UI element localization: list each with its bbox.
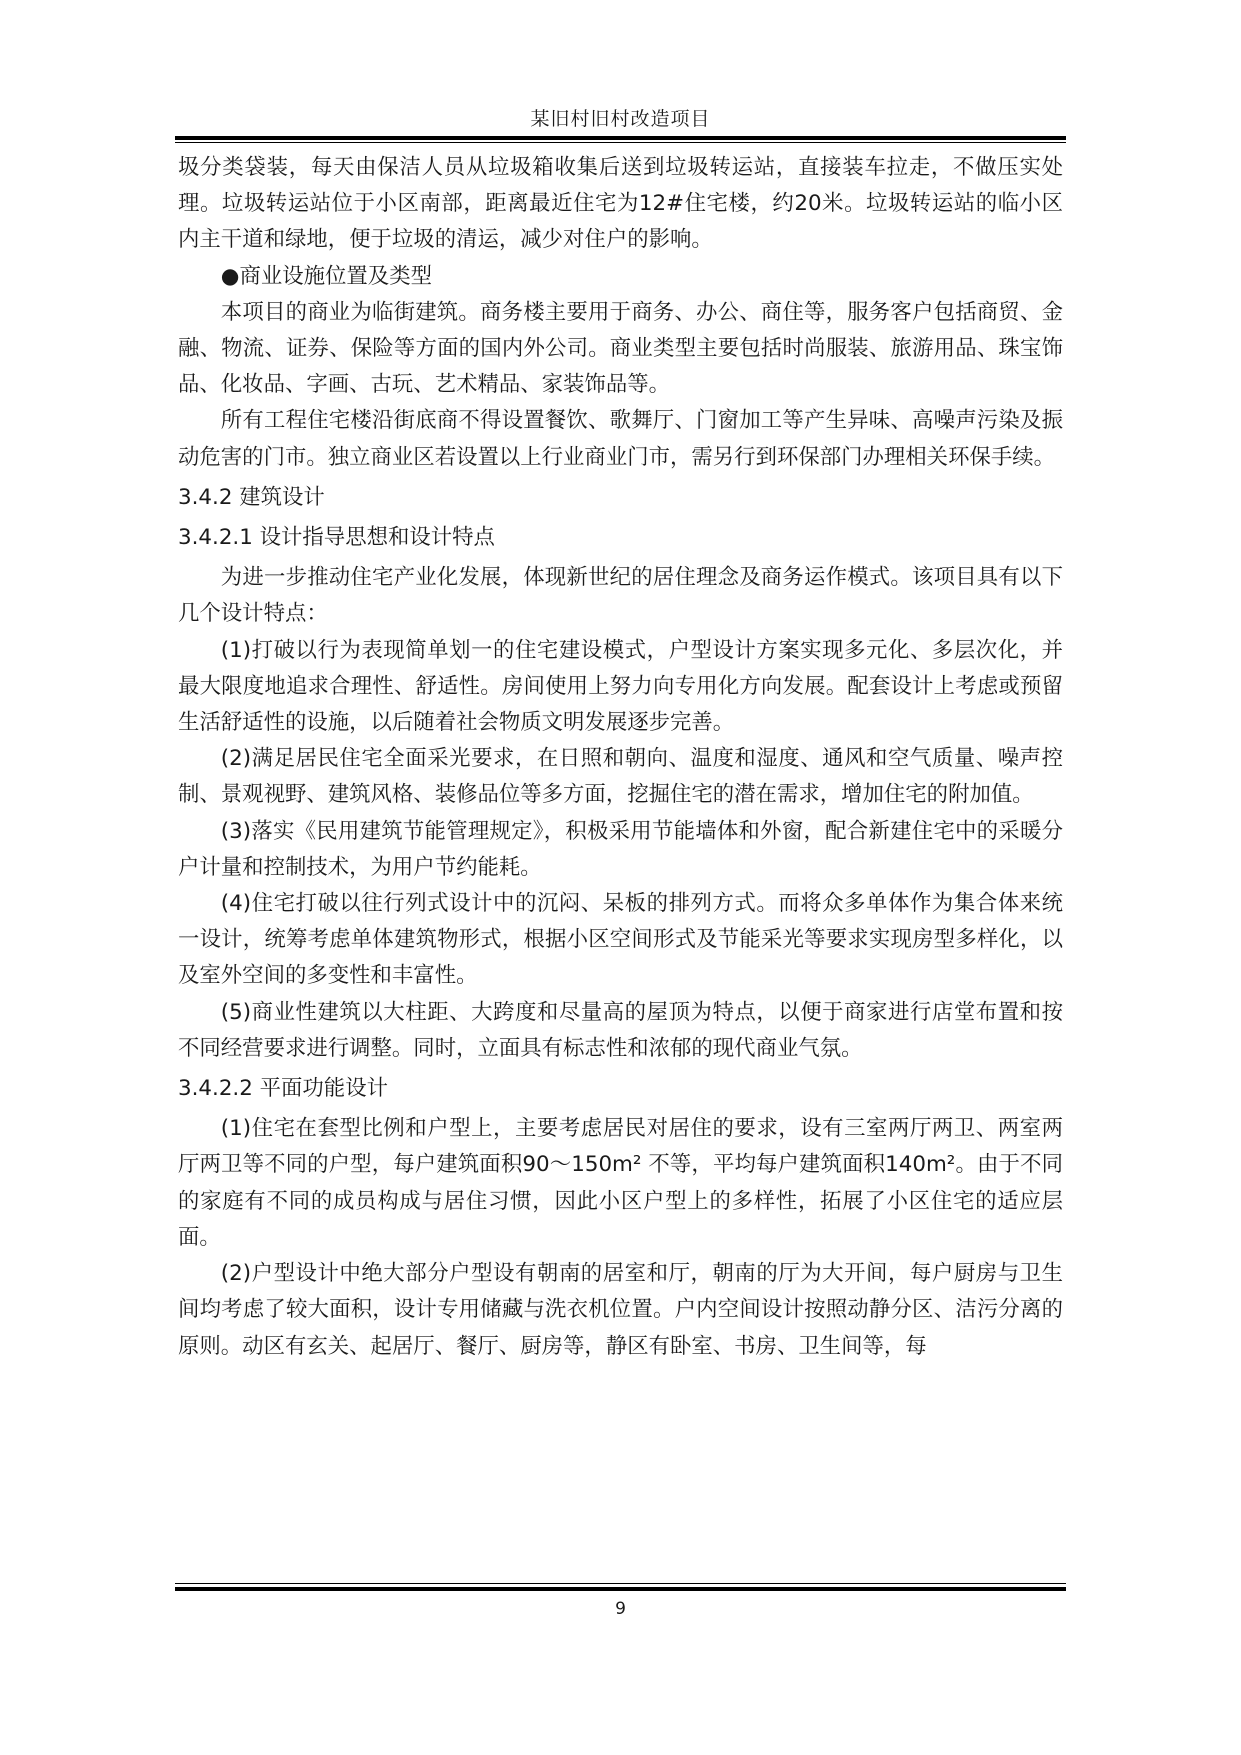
- list-item: (3)落实《民用建筑节能管理规定》，积极采用节能墙体和外窗，配合新建住宅中的采暖分户计量和控制技术，为用户节约能耗。: [178, 818, 1063, 880]
- list-item: (1)住宅在套型比例和户型上，主要考虑居民对居住的要求，设有三室两厅两卫、两室两厅两卫等不同的户型，每户建筑面积90～150m² 不等，平均每户建筑面积140m²。由于不同的家庭有不同的成员构成与居住习惯，因此小区户型上的多样性，拓展了小区住宅的适应层面。: [178, 1116, 1063, 1250]
- list-item: (5)商业性建筑以大柱距、大跨度和尽量高的屋顶为特点，以便于商家进行店堂布置和按不同经营要求进行调整。同时，立面具有标志性和浓郁的现代商业气氛。: [178, 999, 1063, 1061]
- footer-rule-thick: [175, 1587, 1066, 1591]
- footer-rule-thin: [175, 1583, 1066, 1584]
- paragraph-continuation: 圾分类袋装，每天由保洁人员从垃圾箱收集后送到垃圾转运站，直接装车拉走，不做压实处理。垃圾转运站位于小区南部，距离最近住宅为12#住宅楼，约20米。垃圾转运站的临小区内主干道和绿地，便于垃圾的清运，减少对住户的影响。: [178, 155, 1063, 253]
- subsection-heading: 3.4.2.1 设计指导思想和设计特点: [178, 525, 495, 551]
- list-item: (4)住宅打破以往行列式设计中的沉闷、呆板的排列方式。而将众多单体作为集合体来统一设计，统筹考虑单体建筑物形式，根据小区空间形式及节能采光等要求实现房型多样化，以及室外空间的多变性和丰富性。: [178, 891, 1063, 989]
- section-heading: 3.4.2 建筑设计: [178, 484, 325, 510]
- document-body: [178, 150, 1063, 1365]
- paragraph: 所有工程住宅楼沿街底商不得设置餐饮、歌舞厅、门窗加工等产生异味、高噪声污染及振动危害的门市。独立商业区若设置以上行业商业门市，需另行到环保部门办理相关环保手续。: [178, 408, 1063, 470]
- page-header-title: 某旧村旧村改造项目: [530, 108, 711, 130]
- header-rule-thick: [175, 136, 1066, 140]
- header-rule-thin: [175, 142, 1066, 143]
- list-item: (2)户型设计中绝大部分户型设有朝南的居室和厅，朝南的厅为大开间，每户厨房与卫生间均考虑了较大面积，设计专用储藏与洗衣机位置。户内空间设计按照动静分区、洁污分离的原则。动区有玄关、起居厅、餐厅、厨房等，静区有卧室、书房、卫生间等，每: [178, 1261, 1063, 1359]
- paragraph-bullet-commercial: ●商业设施位置及类型: [220, 263, 432, 289]
- paragraph: 本项目的商业为临街建筑。商务楼主要用于商务、办公、商住等，服务客户包括商贸、金融、物流、证券、保险等方面的国内外公司。商业类型主要包括时尚服装、旅游用品、珠宝饰品、化妆品、字画、古玩、艺术精品、家装饰品等。: [178, 299, 1063, 398]
- page-number: 9: [615, 1599, 626, 1619]
- paragraph: 为进一步推动住宅产业化发展，体现新世纪的居住理念及商务运作模式。该项目具有以下几个设计特点：: [178, 565, 1063, 627]
- list-item: (2)满足居民住宅全面采光要求，在日照和朝向、温度和湿度、通风和空气质量、噪声控制、景观视野、建筑风格、装修品位等多方面，挖掘住宅的潜在需求，增加住宅的附加值。: [178, 746, 1063, 808]
- subsection-heading: 3.4.2.2 平面功能设计: [178, 1076, 388, 1102]
- list-item: (1)打破以行为表现简单划一的住宅建设模式，户型设计方案实现多元化、多层次化，并最大限度地追求合理性、舒适性。房间使用上努力向专用化方向发展。配套设计上考虑或预留生活舒适性的设施，以后随着社会物质文明发展逐步完善。: [178, 637, 1063, 736]
